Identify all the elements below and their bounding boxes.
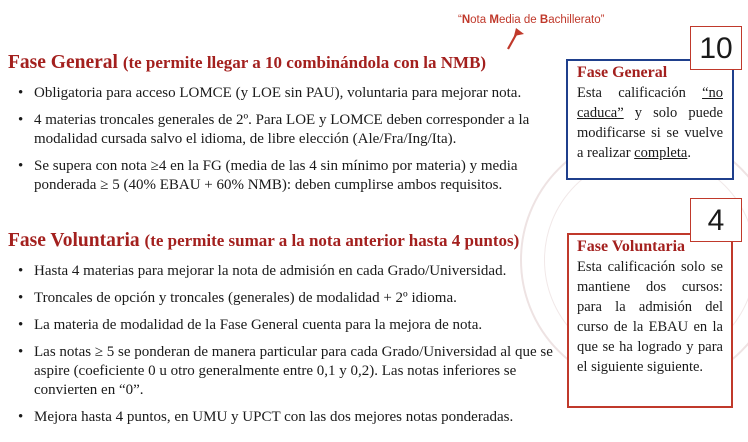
annotation-part: achillerato” xyxy=(548,14,605,26)
annotation-part: edia de xyxy=(498,14,540,26)
annotation-arrow-icon xyxy=(500,28,530,52)
fase-voluntaria-box-title: Fase Voluntaria xyxy=(577,238,686,255)
fase-general-box xyxy=(566,59,734,180)
list-item: • Obligatoria para acceso LOMCE (y LOE sin PAU), voluntaria para mejorar nota. xyxy=(8,84,556,103)
fase-voluntaria-box xyxy=(567,233,733,408)
annotation-part: N xyxy=(461,14,471,26)
box-underlined-text: completa xyxy=(634,145,688,161)
fase-voluntaria-box-body: Esta calificación solo se mantiene dos cursos: para la admisión del curso de la EBAU en la que se ha logrado y para el siguiente siguiente. xyxy=(577,259,723,375)
list-item: • Las notas ≥ 5 se ponderan de manera particular para cada Grado/Universidad al que se aspire (coeficiente 0 u otro generalmente entre 0,1 y 0,2). Las notas inferiores se convierten en “0”. xyxy=(8,343,556,400)
box-underlined-text: “no caduca” xyxy=(577,85,723,121)
annotation-part: M xyxy=(489,14,499,26)
list-item: • La materia de modalidad de la Fase General cuenta para la mejora de nota. xyxy=(8,316,556,335)
list-item: • Mejora hasta 4 puntos, en UMU y UPCT con las dos mejores notas ponderadas. xyxy=(8,408,556,427)
fase-voluntaria-bullets xyxy=(8,262,556,435)
fase-voluntaria-title: Fase Voluntaria xyxy=(8,230,140,251)
annotation-part: ota xyxy=(470,14,490,26)
fase-general-box-body xyxy=(577,83,723,163)
annotation-part: B xyxy=(539,14,549,26)
annotation-part: “ xyxy=(458,14,462,26)
fase-general-subtitle: (te permite llegar a 10 combinándola con la NMB) xyxy=(122,53,487,72)
box-text: Esta calificación xyxy=(577,85,703,101)
list-item: • Se supera con nota ≥4 en la FG (media de las 4 sin mínimo por materia) y media ponderada ≥ 5 (40% EBAU + 60% NMB): deben cumplirse ambos requisitos. xyxy=(8,157,556,195)
nmb-annotation xyxy=(458,14,604,26)
fase-general-max-score: 10 xyxy=(690,26,742,70)
list-item: • Troncales de opción y troncales (generales) de modalidad + 2º idioma. xyxy=(8,289,556,308)
list-item: • Hasta 4 materias para mejorar la nota de admisión en cada Grado/Universidad. xyxy=(8,262,556,281)
box-text: y solo puede modificarse si se vuelve a realizar xyxy=(577,105,723,161)
fase-general-box-title: Fase General xyxy=(577,64,668,81)
fase-general-bullets xyxy=(8,84,556,203)
fase-voluntaria-max-score: 4 xyxy=(690,198,742,242)
fase-general-heading xyxy=(8,52,486,74)
box-text: . xyxy=(687,145,691,161)
fase-general-title: Fase General xyxy=(8,52,118,73)
fase-voluntaria-heading xyxy=(8,230,519,252)
fase-voluntaria-subtitle: (te permite sumar a la nota anterior hasta 4 puntos) xyxy=(144,231,520,250)
list-item: • 4 materias troncales generales de 2º. Para LOE y LOMCE deben corresponder a la modalidad cursada salvo el idioma, de libre elección (Ale/Fra/Ing/Ita). xyxy=(8,111,556,149)
